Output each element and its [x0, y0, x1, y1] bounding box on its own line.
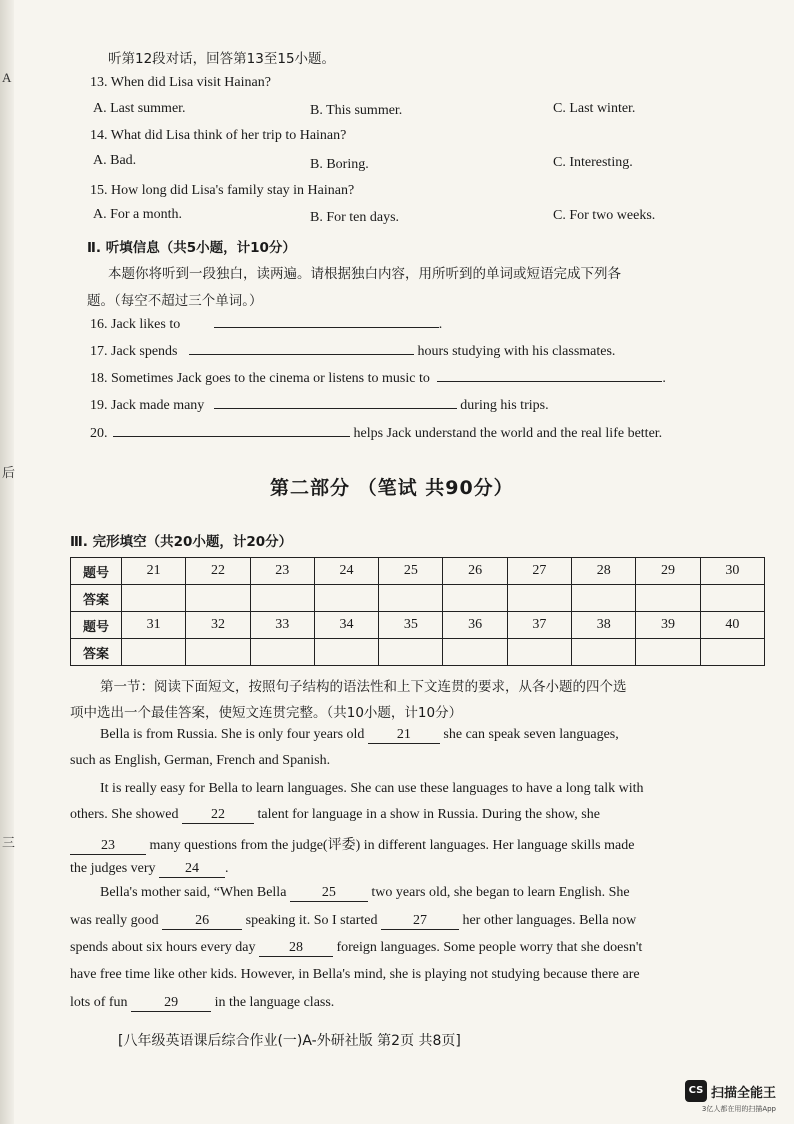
cloze-blank-27[interactable]: 27: [381, 913, 459, 930]
item-20-prefix: 20.: [90, 426, 108, 441]
answer-cell[interactable]: [122, 639, 186, 666]
item-16: [90, 317, 442, 333]
question-number: 32: [186, 612, 250, 639]
section-3-instruction-line2: 项中选出一个最佳答案，使短文连贯完整。（共10小题，计10分）: [70, 705, 463, 721]
question-14-stem: 14. What did Lisa think of her trip to Hainan?: [90, 128, 347, 143]
cloze-blank-29[interactable]: 29: [131, 995, 211, 1012]
answer-cell[interactable]: [507, 585, 571, 612]
item-18-blank[interactable]: [437, 381, 662, 382]
scanner-watermark: [685, 1080, 776, 1114]
passage-text: was really good: [70, 913, 159, 928]
question-number: 24: [314, 558, 378, 585]
question-number: 28: [572, 558, 636, 585]
page-footer: [八年级英语课后综合作业(一)A-外研社版 第2页 共8页]: [118, 1033, 461, 1049]
answer-row-label: 答案: [71, 639, 122, 666]
passage-text: in the language class.: [214, 995, 335, 1010]
item-20-blank[interactable]: [113, 436, 350, 437]
scanner-tagline: 3亿人都在用的扫描App: [701, 1105, 776, 1113]
cloze-blank-21[interactable]: 21: [368, 727, 440, 744]
passage-line-8: [70, 913, 636, 930]
answer-cell[interactable]: [636, 585, 700, 612]
question-number: 27: [507, 558, 571, 585]
passage-text: the judges very: [70, 861, 156, 876]
edge-mark-hou: 后: [2, 465, 16, 480]
item-17-suffix: hours studying with his classmates.: [417, 344, 616, 359]
answer-cell[interactable]: [443, 585, 507, 612]
passage-line-3: It is really easy for Bella to learn languages. She can use these languages to have a long talk with: [100, 781, 644, 796]
answer-grid-answer-row-1: [71, 585, 765, 612]
question-number: 38: [572, 612, 636, 639]
passage-text: spends about six hours every day: [70, 940, 256, 955]
answer-cell[interactable]: [636, 639, 700, 666]
answer-cell[interactable]: [700, 639, 764, 666]
part-2-title: 第二部分 （笔试 共90分）: [270, 477, 514, 499]
question-number: 40: [700, 612, 764, 639]
question-13-stem: 13. When did Lisa visit Hainan?: [90, 75, 271, 90]
section-2-instruction-line1: 本题你将听到一段独白，读两遍。请根据独白内容，用所听到的单词或短语完成下列各: [108, 266, 621, 282]
passage-line-11: [70, 995, 334, 1012]
answer-cell[interactable]: [250, 639, 314, 666]
passage-line-6: [70, 861, 229, 878]
item-17: [90, 344, 615, 360]
passage-text: many questions from the judge(评委) in different languages. Her language skills made: [149, 838, 635, 853]
question-number: 31: [122, 612, 186, 639]
answer-cell[interactable]: [186, 585, 250, 612]
item-16-suffix: .: [438, 317, 443, 332]
scanner-logo-icon: CS: [685, 1080, 707, 1102]
answer-cell[interactable]: [443, 639, 507, 666]
item-17-blank[interactable]: [189, 354, 414, 355]
item-18: [90, 371, 666, 387]
question-15-option-c: C. For two weeks.: [553, 208, 656, 223]
cloze-blank-22[interactable]: 22: [182, 807, 254, 824]
passage-text: others. She showed: [70, 807, 179, 822]
passage-line-5: [70, 834, 634, 855]
question-number: 39: [636, 612, 700, 639]
item-19-suffix: during his trips.: [460, 398, 549, 413]
answer-grid-answer-row-2: [71, 639, 765, 666]
item-17-prefix: 17. Jack spends: [90, 344, 178, 359]
question-14-option-c: C. Interesting.: [553, 155, 633, 170]
passage-text: talent for language in a show in Russia. During the show, she: [257, 807, 600, 822]
passage-text: Bella's mother said, “When Bella: [100, 885, 287, 900]
question-number: 21: [122, 558, 186, 585]
passage-text: lots of fun: [70, 995, 128, 1010]
passage-line-2: such as English, German, French and Spanish.: [70, 753, 331, 768]
question-number: 33: [250, 612, 314, 639]
item-18-prefix: 18. Sometimes Jack goes to the cinema or listens to music to: [90, 371, 430, 386]
item-16-prefix: 16. Jack likes to: [90, 317, 181, 332]
passage-text: .: [225, 861, 229, 876]
cloze-blank-28[interactable]: 28: [259, 940, 333, 957]
cloze-blank-24[interactable]: 24: [159, 861, 225, 878]
answer-cell[interactable]: [250, 585, 314, 612]
question-15-option-a: A. For a month.: [93, 207, 183, 222]
question-number: 29: [636, 558, 700, 585]
question-13-option-a: A. Last summer.: [93, 101, 186, 116]
question-14-option-b: B. Boring.: [310, 157, 369, 172]
cloze-blank-26[interactable]: 26: [162, 913, 242, 930]
question-number: 34: [314, 612, 378, 639]
cloze-blank-23[interactable]: 23: [70, 838, 146, 855]
answer-cell[interactable]: [379, 585, 443, 612]
listening-intro: 听第12段对话，回答第13至15小题。: [108, 51, 336, 67]
answer-cell[interactable]: [700, 585, 764, 612]
item-20: [90, 426, 662, 442]
question-number: 36: [443, 612, 507, 639]
section-2-title: Ⅱ. 听填信息（共5小题，计10分）: [87, 240, 296, 256]
passage-line-10: have free time like other kids. However, in Bella's mind, she is playing not studying because there are: [70, 967, 640, 982]
passage-text: she can speak seven languages,: [443, 727, 619, 742]
question-14-option-a: A. Bad.: [93, 153, 137, 168]
item-18-suffix: .: [662, 371, 666, 386]
passage-text: speaking it. So I started: [245, 913, 378, 928]
passage-text: two years old, she began to learn English. She: [371, 885, 630, 900]
answer-cell[interactable]: [314, 585, 378, 612]
section-3-title: Ⅲ. 完形填空（共20小题，计20分）: [70, 534, 293, 550]
passage-text: Bella is from Russia. She is only four years old: [100, 727, 365, 742]
answer-cell[interactable]: [314, 639, 378, 666]
question-number: 23: [250, 558, 314, 585]
answer-cell[interactable]: [572, 639, 636, 666]
item-19-blank[interactable]: [214, 408, 457, 409]
page-edge-shadow: [0, 0, 14, 1124]
item-16-blank[interactable]: [214, 327, 439, 328]
question-number: 37: [507, 612, 571, 639]
passage-line-9: [70, 940, 642, 957]
question-number: 30: [700, 558, 764, 585]
answer-cell[interactable]: [572, 585, 636, 612]
number-row-label: 题号: [71, 612, 122, 639]
answer-cell[interactable]: [122, 585, 186, 612]
question-number: 22: [186, 558, 250, 585]
edge-mark-a: A: [2, 70, 12, 85]
answer-row-label: 答案: [71, 585, 122, 612]
passage-line-4: [70, 807, 600, 824]
question-15-stem: 15. How long did Lisa's family stay in Hainan?: [90, 183, 355, 198]
passage-line-7: [100, 885, 630, 902]
answer-cell[interactable]: [186, 639, 250, 666]
edge-mark-san: 三: [2, 835, 16, 850]
passage-text: foreign languages. Some people worry that she doesn't: [336, 940, 643, 955]
cloze-blank-25[interactable]: 25: [290, 885, 368, 902]
question-13-option-c: C. Last winter.: [553, 101, 636, 116]
section-2-instruction-line2: 题。（每空不超过三个单词。）: [87, 293, 263, 309]
item-19: [90, 398, 549, 414]
answer-grid-number-row-2: [71, 612, 765, 639]
answer-cell[interactable]: [379, 639, 443, 666]
question-13-option-b: B. This summer.: [310, 103, 403, 118]
number-row-label: 题号: [71, 558, 122, 585]
answer-cell[interactable]: [507, 639, 571, 666]
passage-text: her other languages. Bella now: [462, 913, 637, 928]
question-number: 35: [379, 612, 443, 639]
scanner-app-name: 扫描全能王: [710, 1085, 776, 1101]
item-19-prefix: 19. Jack made many: [90, 398, 205, 413]
question-number: 25: [379, 558, 443, 585]
answer-grid: [70, 557, 765, 666]
section-3-instruction-line1: 第一节：阅读下面短文，按照句子结构的语法性和上下文连贯的要求，从各小题的四个选: [100, 679, 627, 695]
answer-grid-number-row-1: [71, 558, 765, 585]
question-number: 26: [443, 558, 507, 585]
item-20-suffix: helps Jack understand the world and the real life better.: [353, 426, 663, 441]
passage-line-1: [100, 727, 619, 744]
question-15-option-b: B. For ten days.: [310, 210, 400, 225]
